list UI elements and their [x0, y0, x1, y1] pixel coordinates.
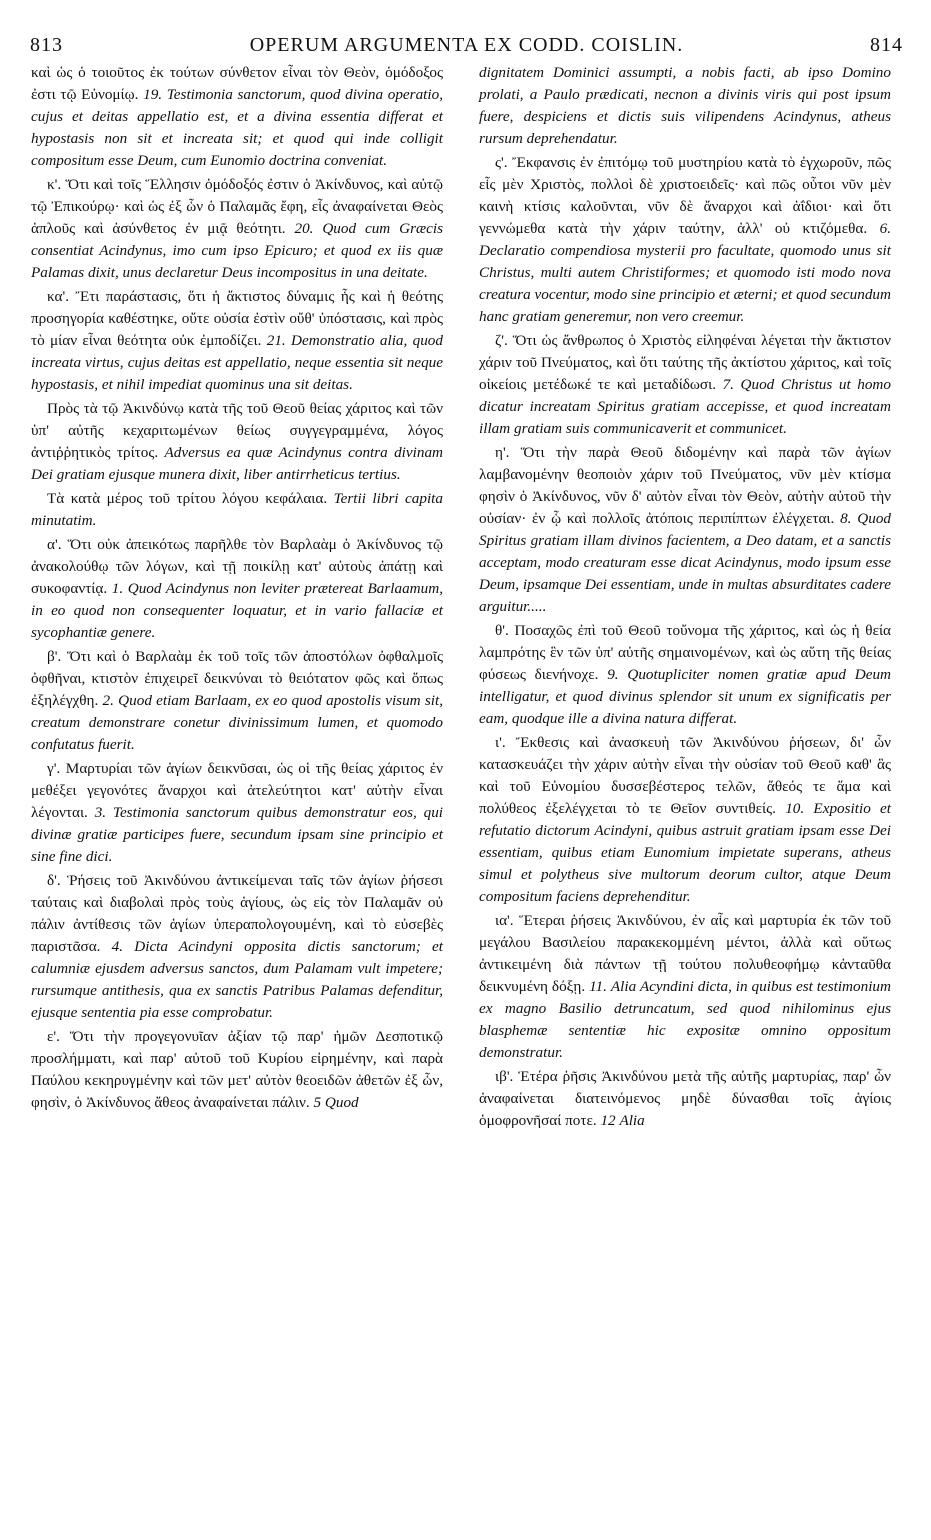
latin-text: 8. Quod Spiritus gratiam illam divinos facientem, a Deo datam, et a sanctis acceptam, modo creaturam esse dicat Acindynus, modo ipsum esse Deum, ipsamque Dei essentiam, unde in multas absurditates cadere arguitur.....	[479, 510, 892, 615]
paragraph	[31, 488, 443, 532]
paragraph	[479, 1066, 891, 1132]
greek-text: θ'. Ποσαχῶς ἐπὶ τοῦ Θεοῦ τοὔνομα τῆς χάριτος, καὶ ὡς ἡ θεία λαμπρότης ἓν τῶν ὑπ' αὐτῆς σημαινομένων, καὶ ὡς αὕτη τῆς θείας φύσεως διενήνοχε.	[479, 622, 891, 683]
paragraph	[31, 398, 443, 486]
greek-text: καὶ ὡς ὁ τοιοῦτος ἐκ τούτων σύνθετον εἶναι τὸν Θεὸν, ὁμόδοξος ἐστι τῷ Εὐνομίῳ.	[31, 64, 443, 103]
page-number-left: 813	[30, 34, 63, 56]
greek-text: ι'. Ἔκθεσις καὶ ἀνασκευὴ τῶν Ἀκινδύνου ῥήσεων, δι' ὧν κατασκευάζει τὴν χάριν αὐτὴν εἶναι τὴν οὐσίαν τοῦ Θεοῦ καθ' ἃς καὶ τοῦ Εὐνομίου δυσσεβέστερος τελῶν, ἄθεός τε ἅμα καὶ πολύθεος ἐξελέγχεται τὸ τε Θεῖον συντιθείς.	[479, 734, 891, 817]
greek-text: ιβ'. Ἑτέρα ῥῆσις Ἀκινδύνου μετὰ τῆς αὐτῆς μαρτυρίας, παρ' ὧν ἀναφαίνεται διατεινόμενος μηδὲ δύνασθαι τοῖς ἁγίοις ὁμοφρονῆσαί ποτε.	[479, 1068, 891, 1129]
paragraph	[31, 646, 443, 756]
latin-text: 2. Quod etiam Barlaam, ex eo quod apostolis visum sit, creatum demonstrare conetur divinissimum lumen, et quomodo confutatus fuerit.	[31, 692, 444, 753]
greek-text: α'. Ὅτι οὐκ ἀπεικότως παρῆλθε τὸν Βαρλαὰμ ὁ Ἀκίνδυνος τῷ ἀνακολούθῳ τῶν λόγων, καὶ τῇ ποικίλῃ κατ' αὐτοὺς ἀπάτῃ καὶ συκοφαντίᾳ.	[31, 536, 443, 597]
greek-text: Πρὸς τὰ τῷ Ἀκινδύνῳ κατὰ τῆς τοῦ Θεοῦ θείας χάριτος καὶ τῶν ὑπ' αὐτῆς κεχαριτωμένων θείως συγγεγραμμένα, λόγος ἀντιῤῥητικὸς τρίτος.	[31, 400, 443, 461]
greek-text: δ'. Ῥήσεις τοῦ Ἀκινδύνου ἀντικείμεναι ταῖς τῶν ἁγίων ῥήσεσι ταύταις καὶ διαβολαὶ πρὸς τοὺς ἁγίους, ὡς εἰς τὸν Παλαμᾶν οὐ πάλιν ἀντίθεσις τῶν ἁγίων ὑπεραπολογουμένη, καὶ τὸ εὐσεβὲς παριστᾶσα.	[31, 872, 443, 955]
latin-text: 3. Testimonia sanctorum quibus demonstratur eos, qui divinæ gratiæ participes fuere, secundum ipsam sine principio et sine fine dici.	[31, 804, 444, 865]
latin-text: 11. Alia Acyndini dicta, in quibus est testimonium ex magno Basilio detruncatum, sed quod nihilominus ejus blasphemæ sententiæ hic expositæ omnino oppositum demonstratur.	[479, 978, 891, 1061]
paragraph	[31, 534, 443, 644]
latin-text: Adversus ea quæ Acindynus contra divinam Dei gratiam ejusque munera dixit, liber antirrheticus tertius.	[31, 444, 444, 483]
latin-text: 6. Declaratio compendiosa mysterii pro facultate, quomodo unus sit Christus, multi autem Christiformes; et quomodo isti modo nova creatura vocentur, modo sine principio et æterni; et quod secundum hanc gratiam generemur, non vero creemur.	[479, 220, 892, 325]
greek-text: ζ'. Ὅτι ὡς ἄνθρωπος ὁ Χριστὸς εἰληφέναι λέγεται τὴν ἄκτιστον χάριν τοῦ Πνεύματος, καὶ ὅτι ταύτης τῆς ἀκτίστου χάριτος, καὶ τοῖς οἰκείοις μετέδωκέ τε καὶ μεταδίδωσι.	[479, 332, 891, 393]
latin-text: Tertii libri capita minutatim.	[31, 490, 443, 529]
greek-text: Τὰ κατὰ μέρος τοῦ τρίτου λόγου κεφάλαια.	[47, 490, 328, 507]
paragraph	[31, 62, 443, 172]
latin-text: 10. Expositio et refutatio dictorum Acindyni, quibus astruit gratiam ipsam esse Dei essentiam, quibus etiam Eunomium impietate superans, atheus simul et polytheus sive multorum deorum cultor, atque Deum compositum faciens deprehenditur.	[479, 800, 891, 905]
greek-text: γ'. Μαρτυρίαι τῶν ἁγίων δεικνῦσαι, ὡς οἱ τῆς θείας χάριτος ἐν μεθέξει γεγονότες ἄναρχοι καὶ ἀτελεύτητοι κατ' αὐτὴν εἶναι λέγονται.	[31, 760, 443, 821]
latin-text: 21. Demonstratio alia, quod increata virtus, cujus deitas est appellatio, neque essentia sit neque hypostasis, et nihil impediat quominus una sit deitas.	[31, 332, 443, 393]
paragraph	[31, 1026, 443, 1114]
right-column	[479, 62, 891, 1134]
latin-text: 12 Alia	[600, 1112, 645, 1129]
greek-text: κ'. Ὅτι καὶ τοῖς Ἕλλησιν ὁμόδοξός ἐστιν ὁ Ἀκίνδυνος, καὶ αὐτῷ τῷ Ἐπικούρῳ· καὶ ὡς ἐξ ὧν ὁ Παλαμᾶς ἔφη, εἷς ἀναφαίνεται Θεὸς ἁπλοῦς καὶ ἀσύνθετος ἐν μιᾷ θεότητι.	[31, 176, 443, 237]
paragraph	[479, 442, 891, 618]
latin-text: dignitatem Dominici assumpti, a nobis facti, ab ipso Domino prolati, a Paulo prædicati, necnon a divinis viris qui post ipsum fuere, despiciens et dictis suis vilipendens Acindynus, atheus rursum deprehendatur.	[479, 64, 891, 147]
paragraph	[479, 62, 891, 150]
latin-text: 1. Quod Acindynus non leviter prætereat Barlaamum, in eo quod non consequenter loquatur, et in vario fallaciæ et sycophantiæ genere.	[31, 580, 443, 641]
greek-text: ς'. Ἔκφανσις ἐν ἐπιτόμῳ τοῦ μυστηρίου κατὰ τὸ ἐγχωροῦν, πῶς εἷς μὲν Χριστὸς, πολλοὶ δὲ χριστοειδεῖς· καὶ πῶς οὗτοι νῦν μὲν καινὴ κτίσις καλοῦνται, νῦν δὲ ἄναρχοι καὶ ἀΐδιοι· καὶ ὅτι γεννώμεθα κατὰ τὴν χάριν ταύτην, ἀλλ' οὐ κτιζόμεθα.	[479, 154, 891, 237]
page-number-right: 814	[870, 34, 903, 56]
latin-text: 7. Quod Christus ut homo dicatur increatam Spiritus gratiam accepisse, et quod increatam illam gratiam suis communicaverit et communicet.	[479, 376, 891, 437]
running-header	[30, 34, 903, 58]
greek-text: ε'. Ὅτι τὴν προγεγονυῖαν ἀξίαν τῷ παρ' ἡμῶν Δεσποτικῷ προσλήμματι, καὶ παρ' αὐτοῦ τοῦ Κυρίου εἰρημένην, καὶ παρὰ Παύλου κεκηρυγμένην καὶ τῶν μετ' αὐτὸν θεοειδῶν ἀθετῶν ἐξ ὧν, φησὶν, ὁ Ἀκίνδυνος ἄθεος ἀναφαίνεται πάλιν.	[31, 1028, 443, 1111]
paragraph	[31, 174, 443, 284]
latin-text: 20. Quod cum Græcis consentiat Acindynus, imo cum ipso Epicuro; et quod ex iis quæ Palamas dixit, unus declaretur Deus incompositus in una deitate.	[31, 220, 443, 281]
paragraph	[31, 758, 443, 868]
greek-text: κα'. Ἔτι παράστασις, ὅτι ἡ ἄκτιστος δύναμις ἧς καὶ ἡ θεότης προσηγορία καθέστηκε, οὔτε οὐσία ἐστὶν οὔθ' ὑπόστασις, καὶ πρὸς τὸ μίαν εἶναι θεότητα οὐκ ἐμποδίζει.	[31, 288, 443, 349]
paragraph	[31, 870, 443, 1024]
latin-text: 4. Dicta Acindyni opposita dictis sanctorum; et calumniæ ejusdem adversus sanctos, dum Palamam vult impetere; rursumque antithesis, qua ex sanctis Patribus Palamas defenditur, ejusque sententia pia esse comprobatur.	[31, 938, 443, 1021]
paragraph	[31, 286, 443, 396]
paragraph	[479, 910, 891, 1064]
paragraph	[479, 620, 891, 730]
paragraph	[479, 330, 891, 440]
latin-text: 9. Quotupliciter nomen gratiæ apud Deum intelligatur, et quod divinus splendor sit unum ex significatis per eam, quodque ille a divina natura differat.	[479, 666, 892, 727]
greek-text: ια'. Ἕτεραι ῥήσεις Ἀκινδύνου, ἐν αἷς καὶ μαρτυρία ἐκ τῶν τοῦ μεγάλου Βασιλείου παρακεκομμένη μέντοι, ἀλλὰ καὶ οὕτως ἀντικειμένη διὰ πάντων τῇ τούτου πολυθεοφήμῳ κἀνταῦθα δεικνυμένη δόξῃ.	[479, 912, 891, 995]
latin-text: 5 Quod	[313, 1094, 359, 1111]
paragraph	[479, 152, 891, 328]
left-column	[31, 62, 443, 1116]
greek-text: η'. Ὅτι τὴν παρὰ Θεοῦ διδομένην καὶ παρὰ τῶν ἁγίων λαμβανομένην θεοποιὸν χάριν τοῦ Πνεύματος, νῦν μὲν κτίσμα φησὶν ὁ Ἀκίνδυνος, νῦν δ' αὐτὸν εἶναι τὸν Θεὸν, αὐτὴν αὐτοῦ τὴν οὐσίαν· ἐν ᾧ καὶ πολλοῖς ἀτόποις περιπίπτων ἐλέγχεται.	[479, 444, 891, 527]
paragraph	[479, 732, 891, 908]
running-title: OPERUM ARGUMENTA EX CODD. COISLIN.	[249, 34, 684, 56]
greek-text: β'. Ὅτι καὶ ὁ Βαρλαὰμ ἐκ τοῦ τοῖς τῶν ἀποστόλων ὀφθαλμοῖς ὀφθῆναι, κτιστὸν ἐπιχειρεῖ δεικνύναι τὸ θειότατον φῶς καὶ ὅπως ἐξηλέγχθη.	[31, 648, 443, 709]
latin-text: 19. Testimonia sanctorum, quod divina operatio, cujus et deitas appellatio est, et a divina essentia differat et hypostasis non sit et increata sit; et quod qui inde colligit compositum esse Deum, cum Eunomio doctrina conveniat.	[31, 86, 443, 169]
